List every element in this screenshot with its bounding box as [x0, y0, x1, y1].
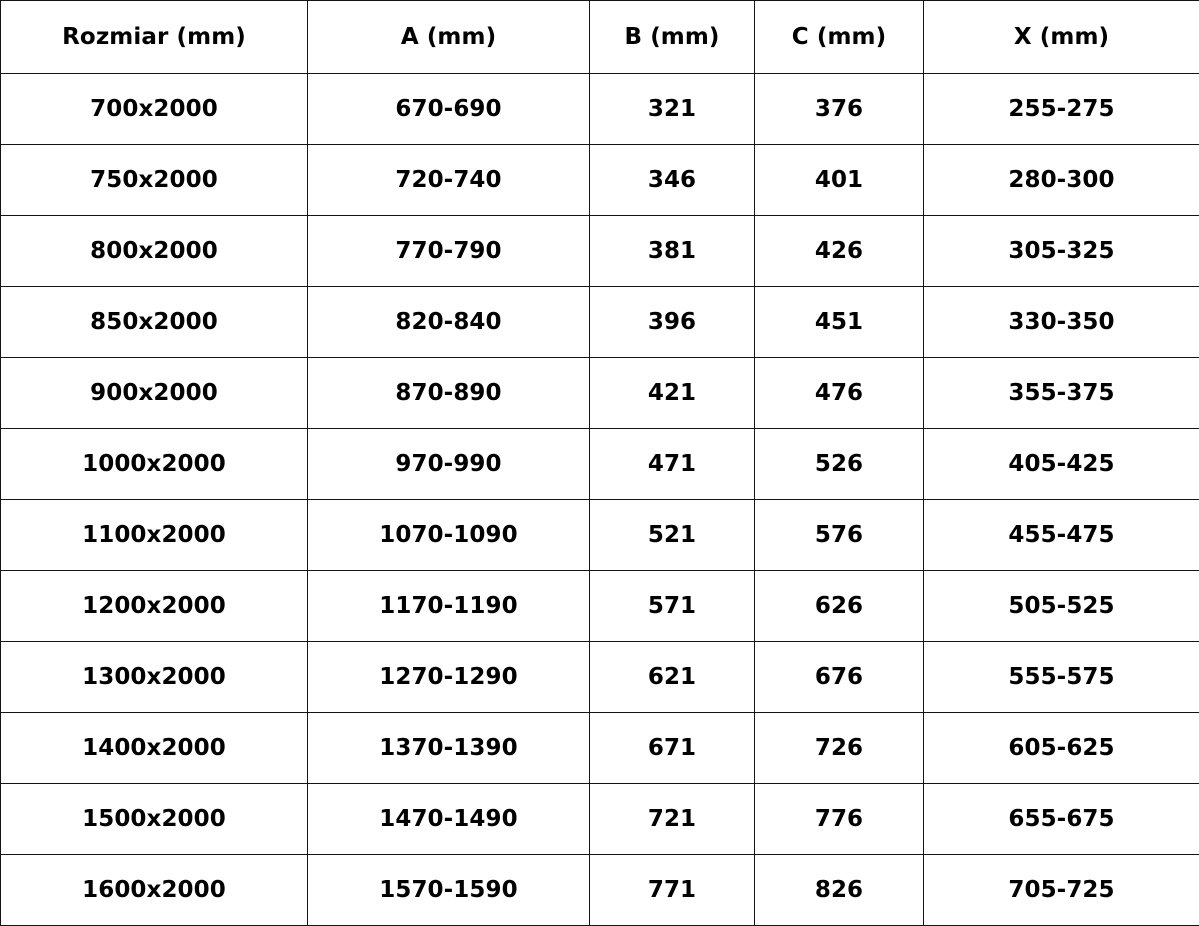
table-row — [1, 74, 1199, 145]
cell-c: 451 — [755, 287, 924, 358]
cell-x: 605-625 — [924, 713, 1199, 784]
table-body — [1, 74, 1199, 926]
cell-x: 305-325 — [924, 216, 1199, 287]
cell-rozmiar: 750x2000 — [1, 145, 308, 216]
cell-rozmiar: 1400x2000 — [1, 713, 308, 784]
cell-x: 255-275 — [924, 74, 1199, 145]
cell-b: 621 — [590, 642, 755, 713]
cell-b: 521 — [590, 500, 755, 571]
cell-a: 1370-1390 — [308, 713, 590, 784]
cell-x: 330-350 — [924, 287, 1199, 358]
cell-c: 726 — [755, 713, 924, 784]
cell-a: 670-690 — [308, 74, 590, 145]
cell-b: 421 — [590, 358, 755, 429]
cell-c: 401 — [755, 145, 924, 216]
cell-rozmiar: 1600x2000 — [1, 855, 308, 926]
cell-a: 1070-1090 — [308, 500, 590, 571]
cell-c: 476 — [755, 358, 924, 429]
table-row — [1, 216, 1199, 287]
cell-c: 776 — [755, 784, 924, 855]
table-row — [1, 429, 1199, 500]
cell-c: 426 — [755, 216, 924, 287]
table-row — [1, 784, 1199, 855]
cell-a: 870-890 — [308, 358, 590, 429]
cell-rozmiar: 1100x2000 — [1, 500, 308, 571]
cell-c: 576 — [755, 500, 924, 571]
cell-a: 1470-1490 — [308, 784, 590, 855]
table-row — [1, 571, 1199, 642]
cell-rozmiar: 1500x2000 — [1, 784, 308, 855]
column-header-a: A (mm) — [308, 1, 590, 74]
table-row — [1, 500, 1199, 571]
cell-a: 1270-1290 — [308, 642, 590, 713]
cell-x: 505-525 — [924, 571, 1199, 642]
cell-x: 355-375 — [924, 358, 1199, 429]
table-row — [1, 713, 1199, 784]
cell-a: 770-790 — [308, 216, 590, 287]
cell-x: 705-725 — [924, 855, 1199, 926]
cell-x: 655-675 — [924, 784, 1199, 855]
column-header-x: X (mm) — [924, 1, 1199, 74]
table-header-row — [1, 1, 1199, 74]
cell-c: 676 — [755, 642, 924, 713]
cell-c: 376 — [755, 74, 924, 145]
cell-b: 571 — [590, 571, 755, 642]
column-header-rozmiar: Rozmiar (mm) — [1, 1, 308, 74]
cell-rozmiar: 700x2000 — [1, 74, 308, 145]
cell-a: 1170-1190 — [308, 571, 590, 642]
cell-x: 555-575 — [924, 642, 1199, 713]
cell-c: 626 — [755, 571, 924, 642]
table-row — [1, 287, 1199, 358]
cell-b: 471 — [590, 429, 755, 500]
table-row — [1, 145, 1199, 216]
column-header-b: B (mm) — [590, 1, 755, 74]
cell-rozmiar: 900x2000 — [1, 358, 308, 429]
cell-rozmiar: 1200x2000 — [1, 571, 308, 642]
cell-rozmiar: 1300x2000 — [1, 642, 308, 713]
cell-x: 455-475 — [924, 500, 1199, 571]
table-row — [1, 642, 1199, 713]
cell-b: 321 — [590, 74, 755, 145]
cell-a: 970-990 — [308, 429, 590, 500]
cell-b: 381 — [590, 216, 755, 287]
table-header — [1, 1, 1199, 74]
cell-c: 826 — [755, 855, 924, 926]
column-header-c: C (mm) — [755, 1, 924, 74]
cell-a: 820-840 — [308, 287, 590, 358]
cell-x: 280-300 — [924, 145, 1199, 216]
table-row — [1, 855, 1199, 926]
cell-x: 405-425 — [924, 429, 1199, 500]
cell-rozmiar: 800x2000 — [1, 216, 308, 287]
cell-rozmiar: 850x2000 — [1, 287, 308, 358]
table-row — [1, 358, 1199, 429]
cell-b: 721 — [590, 784, 755, 855]
cell-rozmiar: 1000x2000 — [1, 429, 308, 500]
cell-a: 720-740 — [308, 145, 590, 216]
cell-b: 396 — [590, 287, 755, 358]
cell-b: 346 — [590, 145, 755, 216]
cell-b: 671 — [590, 713, 755, 784]
cell-c: 526 — [755, 429, 924, 500]
cell-b: 771 — [590, 855, 755, 926]
cell-a: 1570-1590 — [308, 855, 590, 926]
